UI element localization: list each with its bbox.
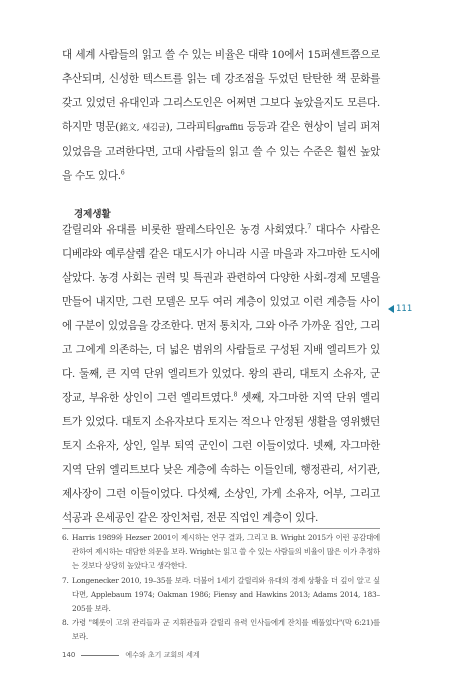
footnote-number: 8. [62, 618, 69, 628]
footnote-text: Harris 1989와 Hezser 2001이 제시하는 연구 결과, 그리고 B. Wright 2015가 이런 공감대에 관하여 제시하는 대담한 의문을 보라. Wright는 읽고 쓸 수 있는 사람들의 비율이 많은 이가 추정하는 것보다 상당히 높았다고 생각한다. [72, 533, 380, 571]
body-paragraph-2: 갈릴리와 유대를 비롯한 팔레스타인은 농경 사회였다.$^7$ 대다수 사람은 디베랴와 예루살렘 같은 대도시가 아니라 시골 마을과 자그마한 도시에 살았다. 농경 사회는 권력 및 특권과 관련하여 다양한 사회-경제 모델을 만들어 내지만, 그런 모델은 모두 여러 계층이 있었고 이런 계층들 사이에 구분이 있었음을 강조한다. 먼저 통치자, 그와 아주 가까운 집안, 그리고 그에게 의존하는, 더 넓은 범위의 사람들로 구성된 지배 엘리트가 있다. 둘째, 큰 지역 단위 엘리트가 있었다. 왕의 관리, 대토지 소유자, 군 장교, 부유한 상인이 그런 엘리트였다.$^8$ 셋째, 자그마한 지역 단위 엘리트가 있었다. 대토지 소유자보다 토지는 적으나 안정된 생활을 영위했던 토지 소유자, 상인, 일부 퇴역 군인이 그런 이들이었다. 넷째, 자그마한 지역 단위 엘리트보다 낮은 계층에 속하는 이들인데, 행정관리, 서기관, 제사장이 그런 이들이었다. 다섯째, 소상인, 가게 소유자, 어부, 그리고 석공과 은세공인 같은 장인처럼, 전문 직업인 계층이 있다. [62, 223, 381, 524]
margin-page-marker [388, 304, 412, 314]
page-number: 140 [62, 651, 76, 659]
margin-page-number: 111 [396, 304, 413, 314]
footnote-item [62, 616, 380, 644]
section-heading: 경제생활 [74, 209, 111, 220]
footnote-item [62, 574, 380, 617]
footnotes-list [62, 531, 380, 645]
footnote-text: Longenecker 2010, 19–35를 보라. 더불어 1세기 갈릴리와 유대의 경제 상황을 더 깊이 알고 싶다면, Applebaum 1974; Oakman 1986; Fiensy and Hawkins 2013; Adams 2014, 183–205를 보라. [72, 575, 380, 614]
hanja-gloss: 銘文, 새김글 [119, 123, 166, 133]
term-gloss: graffiti [215, 123, 244, 133]
page-footer [62, 650, 200, 660]
triangle-left-icon [388, 305, 394, 313]
footnote-ref-7[interactable]: 7 [307, 223, 311, 231]
footnote-number: 7. [62, 575, 69, 585]
footnote-ref-6[interactable]: 6 [120, 169, 125, 177]
footer-rule [81, 655, 119, 656]
footnote-divider [62, 528, 380, 529]
running-title: 예수와 초기 교회의 세계 [125, 651, 200, 659]
footnote-number: 6. [62, 533, 69, 542]
footnote-text: 가령 "헤롯이 고위 관리들과 군 지휘관들과 갈릴리 유력 인사들에게 잔치를 베풀었다"(막 6:21)를 보라. [72, 618, 380, 642]
footnote-ref-8[interactable]: 8 [233, 391, 238, 399]
footnote-item [62, 531, 380, 574]
body-paragraph-1: 대 세계 사람들의 읽고 쓸 수 있는 비율은 대략 10에서 15퍼센트쯤으로 추산되며, 신성한 텍스트를 읽는 데 강조점을 두었던 탄탄한 책 문화를 갖고 있었던 유대인과 그리스도인은 어쩌면 그보다 높았을지도 모른다. 하지만 명문(銘文, 새김글), 그라피티graffiti 등등과 같은 현상이 널리 퍼져 있었음을 고려한다면, 고대 사람들의 읽고 쓸 수 있는 수준은 훨씬 높았을 수도 있다.$^6$ [62, 49, 381, 182]
